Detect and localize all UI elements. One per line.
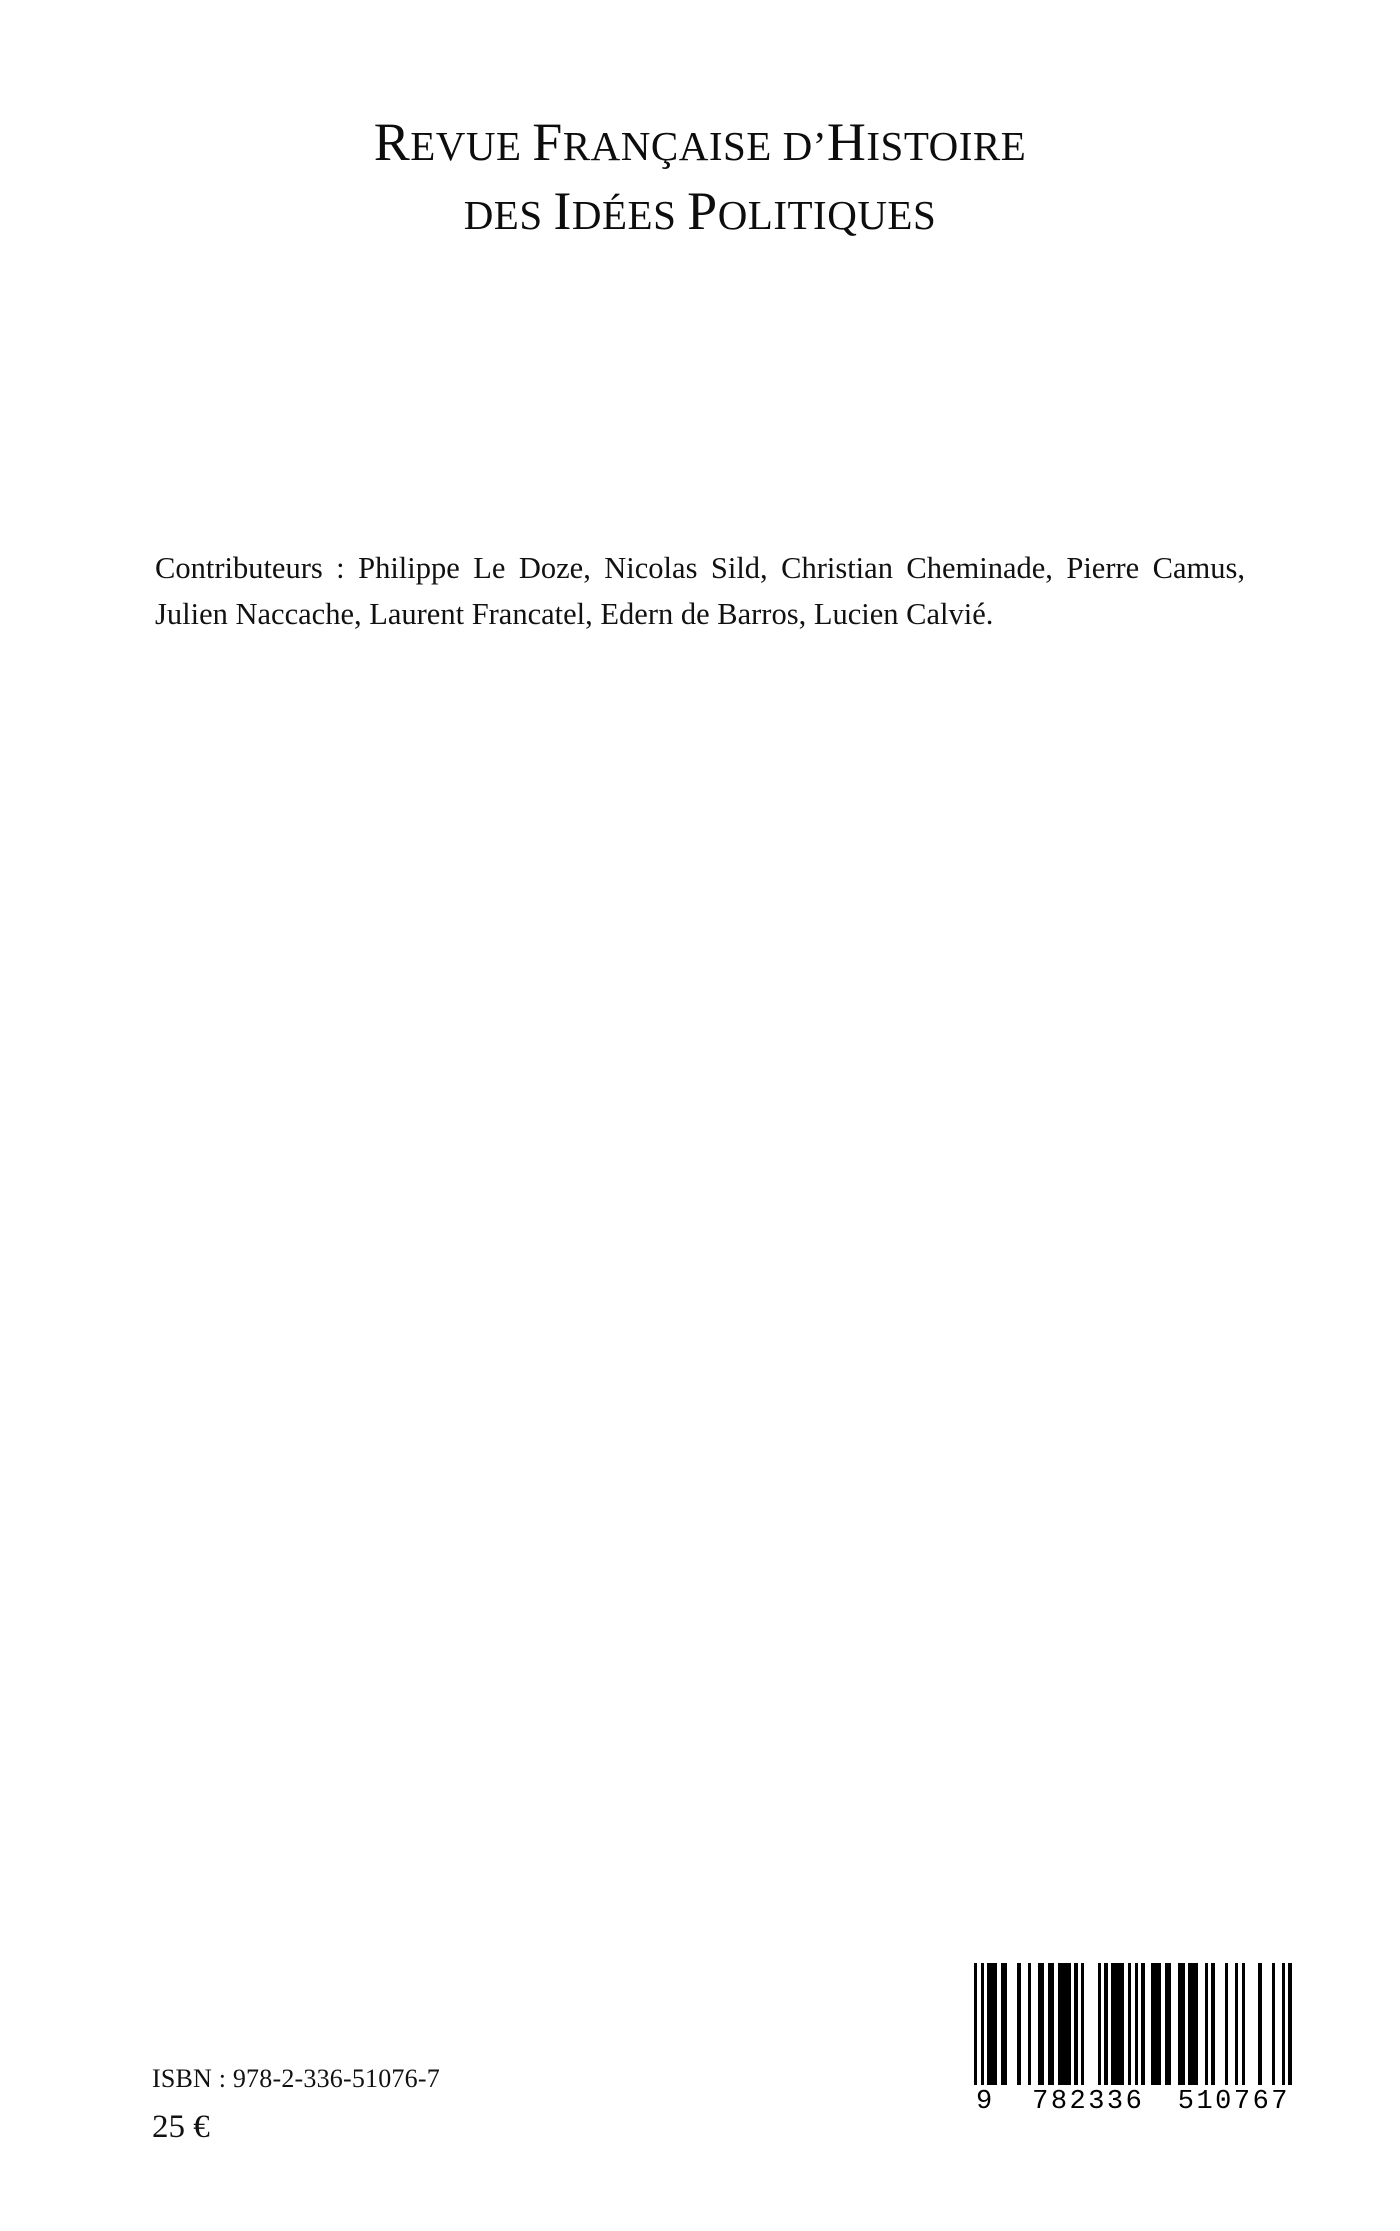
title-word-idees-cap: I: [553, 181, 572, 242]
barcode-lead-digit: 9: [976, 2087, 995, 2117]
barcode-right-group: 510767: [1177, 2087, 1290, 2117]
title-line-2: [0, 177, 1400, 246]
title-line-1: [0, 108, 1400, 177]
title-word-des: DES: [463, 192, 543, 239]
price-text: 25 €: [152, 2109, 210, 2145]
title-word-histoire-cap: H: [826, 112, 867, 172]
barcode-left-group: 782336: [1032, 2087, 1145, 2117]
title-word-revue-rest: EVUE: [410, 123, 522, 169]
isbn-text: ISBN : 978-2-336-51076-7: [152, 2064, 440, 2093]
title-word-idees-rest: DÉES: [571, 192, 677, 239]
footer: [0, 1901, 1400, 2231]
barcode-digits: [974, 2087, 1292, 2117]
title-word-francaise-rest: RANÇAISE: [562, 123, 772, 169]
barcode-bars: [974, 1963, 1292, 2085]
page-title: [0, 108, 1400, 246]
title-word-d-apostrophe: D’: [782, 123, 827, 169]
barcode: [974, 1963, 1292, 2117]
title-word-politiques-cap: P: [687, 181, 718, 242]
contributors-paragraph: Contributeurs : Philippe Le Doze, Nicolas Sild, Christian Cheminade, Pierre Camus, Julien Naccache, Laurent Francatel, Edern de Barros, Lucien Calvié.: [155, 551, 1245, 632]
title-word-histoire-rest: ISTOIRE: [866, 123, 1027, 169]
title-word-politiques-rest: OLITIQUES: [717, 192, 937, 239]
title-word-francaise-cap: F: [532, 112, 563, 172]
title-word-revue-cap: R: [373, 112, 411, 172]
